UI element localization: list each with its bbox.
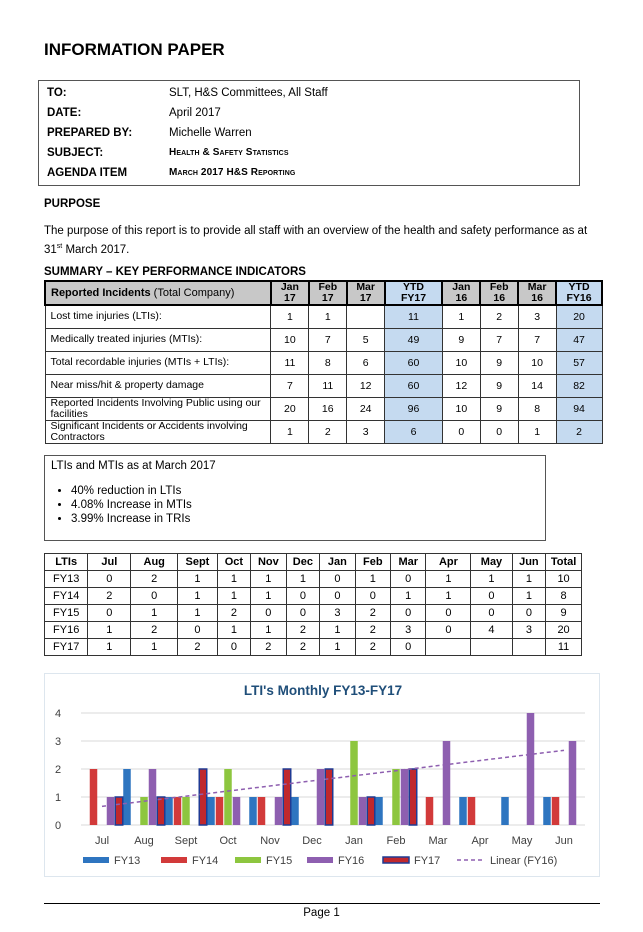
legend-label: Linear (FY16) xyxy=(490,855,558,867)
legend-label: FY15 xyxy=(266,855,293,867)
kpi-cell: 11 xyxy=(385,305,443,328)
header-value: Michelle Warren xyxy=(169,127,252,139)
ltis-cell: 0 xyxy=(251,605,287,622)
kpi-col-header: Mar 16 xyxy=(518,281,556,305)
chart-xtick-label: Apr xyxy=(471,835,489,847)
kpi-header-row xyxy=(45,281,602,305)
ltis-cell: 2 xyxy=(131,571,178,588)
chart-xtick-label: Sept xyxy=(174,835,198,847)
kpi-col-header: Jan 17 xyxy=(271,281,309,305)
legend-label: FY13 xyxy=(114,855,141,867)
chart-bar-fy13 xyxy=(501,797,509,825)
kpi-cell: 14 xyxy=(518,374,556,397)
chart-bar-fy17 xyxy=(115,797,123,825)
chart-bar-fy16 xyxy=(443,741,451,825)
chart-bar-fy16 xyxy=(359,797,367,825)
ltis-cell: 20 xyxy=(546,622,582,639)
chart-bar-fy13 xyxy=(543,797,551,825)
ltis-cell: 1 xyxy=(286,571,320,588)
chart-ytick-label: 1 xyxy=(55,792,62,804)
ltis-col-header: Feb xyxy=(355,554,390,571)
ltis-cell: 2 xyxy=(178,639,217,656)
kpi-row-label: Medically treated injuries (MTIs): xyxy=(45,328,271,351)
chart-bar-fy13 xyxy=(249,797,257,825)
chart-bar-fy13 xyxy=(375,797,383,825)
ltis-cell: 1 xyxy=(355,571,390,588)
kpi-table xyxy=(44,280,603,444)
ltis-col-header: Jun xyxy=(512,554,546,571)
chart-bar-fy14 xyxy=(468,797,476,825)
kpi-cell: 5 xyxy=(347,328,385,351)
header-value: April 2017 xyxy=(169,107,221,119)
kpi-cell: 1 xyxy=(271,420,309,443)
kpi-col-header: Feb 17 xyxy=(309,281,347,305)
ltis-cell: FY17 xyxy=(45,639,88,656)
chart-bar-fy15 xyxy=(224,769,232,825)
ltis-cell: FY15 xyxy=(45,605,88,622)
chart-bar-fy16 xyxy=(275,797,283,825)
ltis-col-header: Jan xyxy=(320,554,355,571)
kpi-cell: 7 xyxy=(309,328,347,351)
chart-ytick-label: 2 xyxy=(55,764,62,776)
page-title: INFORMATION PAPER xyxy=(44,40,225,59)
ltis-cell: 1 xyxy=(217,588,250,605)
legend-swatch-fy17 xyxy=(383,857,409,863)
ltis-row xyxy=(45,588,582,605)
kpi-cell: 8 xyxy=(309,351,347,374)
kpi-row-label: Total recordable injuries (MTIs + LTIs): xyxy=(45,351,271,374)
ltis-cell: 0 xyxy=(426,605,471,622)
ltis-cell: 1 xyxy=(217,622,250,639)
kpi-cell: 1 xyxy=(518,420,556,443)
ltis-col-header: Aug xyxy=(131,554,178,571)
ltis-cell: 0 xyxy=(320,588,355,605)
kpi-col-header: Mar 17 xyxy=(347,281,385,305)
kpi-cell: 49 xyxy=(385,328,443,351)
kpi-row-label: Significant Incidents or Accidents involving Contractors xyxy=(45,420,271,443)
ltis-cell: 1 xyxy=(131,605,178,622)
header-value: March 2017 H&S Reporting xyxy=(169,167,296,178)
kpi-cell: 0 xyxy=(442,420,480,443)
chart-bar-fy17 xyxy=(283,769,291,825)
kpi-row xyxy=(45,351,602,374)
ltis-cell: 2 xyxy=(217,605,250,622)
ltis-cell: 0 xyxy=(512,605,546,622)
kpi-cell: 11 xyxy=(271,351,309,374)
header-box xyxy=(38,80,580,186)
kpi-col-header: YTD FY17 xyxy=(385,281,443,305)
ltis-col-header: Mar xyxy=(391,554,426,571)
kpi-cell: 2 xyxy=(480,305,518,328)
kpi-row xyxy=(45,420,602,443)
kpi-header-label: Reported Incidents (Total Company) xyxy=(45,281,271,305)
ltis-cell: 1 xyxy=(217,571,250,588)
kpi-row-label: Lost time injuries (LTIs): xyxy=(45,305,271,328)
kpi-col-header: YTD FY16 xyxy=(556,281,602,305)
ltis-cell: 1 xyxy=(88,622,131,639)
notes-box xyxy=(44,455,546,541)
kpi-cell: 12 xyxy=(347,374,385,397)
header-row-to xyxy=(47,87,328,105)
ltis-cell: 2 xyxy=(286,639,320,656)
legend-swatch-fy16 xyxy=(307,857,333,863)
purpose-heading: PURPOSE xyxy=(44,198,101,210)
chart-xtick-label: Feb xyxy=(386,835,406,847)
header-value: SLT, H&S Committees, All Staff xyxy=(169,87,328,99)
ltis-col-header: Jul xyxy=(88,554,131,571)
ltis-cell: 1 xyxy=(320,639,355,656)
notes-list xyxy=(51,484,539,526)
chart-xtick-label: Nov xyxy=(260,835,280,847)
kpi-cell: 12 xyxy=(442,374,480,397)
kpi-row xyxy=(45,328,602,351)
kpi-cell: 1 xyxy=(442,305,480,328)
kpi-cell: 82 xyxy=(556,374,602,397)
ltis-row xyxy=(45,605,582,622)
ltis-cell xyxy=(471,639,512,656)
ltis-col-header: LTIs xyxy=(45,554,88,571)
legend-swatch-fy13 xyxy=(83,857,109,863)
ltis-cell: 0 xyxy=(286,588,320,605)
notes-heading: LTIs and MTIs as at March 2017 xyxy=(51,460,216,472)
kpi-row-label: Near miss/hit & property damage xyxy=(45,374,271,397)
legend-swatch-fy14 xyxy=(161,857,187,863)
page-number: Page 1 xyxy=(303,907,340,919)
legend-label: FY16 xyxy=(338,855,365,867)
ltis-cell xyxy=(512,639,546,656)
ltis-cell: 1 xyxy=(178,588,217,605)
kpi-col-header: Jan 16 xyxy=(442,281,480,305)
kpi-cell: 9 xyxy=(480,397,518,420)
header-value: Health & Safety Statistics xyxy=(169,147,289,158)
kpi-cell: 10 xyxy=(271,328,309,351)
kpi-cell: 11 xyxy=(309,374,347,397)
kpi-cell: 6 xyxy=(347,351,385,374)
chart-bar-fy16 xyxy=(107,797,115,825)
kpi-cell: 3 xyxy=(347,420,385,443)
ltis-col-header: Apr xyxy=(426,554,471,571)
chart-xtick-label: Jun xyxy=(555,835,573,847)
chart-bar-fy16 xyxy=(317,769,325,825)
kpi-cell: 16 xyxy=(309,397,347,420)
ltis-row xyxy=(45,571,582,588)
kpi-cell: 9 xyxy=(480,351,518,374)
ltis-cell: 0 xyxy=(355,588,390,605)
kpi-row-label: Reported Incidents Involving Public using our facilities xyxy=(45,397,271,420)
ltis-cell: 3 xyxy=(512,622,546,639)
kpi-cell: 10 xyxy=(442,351,480,374)
ltis-cell xyxy=(426,639,471,656)
ltis-cell: 2 xyxy=(355,622,390,639)
kpi-cell: 7 xyxy=(271,374,309,397)
kpi-cell: 96 xyxy=(385,397,443,420)
ltis-cell: FY16 xyxy=(45,622,88,639)
chart-bar-fy14 xyxy=(258,797,266,825)
chart-bar-fy16 xyxy=(401,769,409,825)
kpi-cell: 9 xyxy=(480,374,518,397)
header-row-agenda xyxy=(47,167,295,185)
ltis-cell: 1 xyxy=(471,571,512,588)
chart-bar-fy16 xyxy=(527,713,535,825)
legend-label: FY17 xyxy=(414,855,441,867)
chart-bar-fy17 xyxy=(157,797,165,825)
kpi-cell: 57 xyxy=(556,351,602,374)
chart-xtick-label: May xyxy=(511,835,533,847)
ltis-cell: 0 xyxy=(88,605,131,622)
chart-bar-fy13 xyxy=(165,797,173,825)
ltis-cell: 9 xyxy=(546,605,582,622)
chart-bar-fy15 xyxy=(350,741,358,825)
ltis-cell: 0 xyxy=(217,639,250,656)
ltis-cell: 2 xyxy=(286,622,320,639)
ltis-cell: 8 xyxy=(546,588,582,605)
chart-bar-fy16 xyxy=(569,741,577,825)
chart-bar-fy14 xyxy=(426,797,434,825)
purpose-text: The purpose of this report is to provide all staff with an overview of the health and safety performance as at 31 xyxy=(44,225,588,256)
header-row-subject xyxy=(47,147,289,165)
kpi-cell: 60 xyxy=(385,351,443,374)
kpi-col-header: Feb 16 xyxy=(480,281,518,305)
header-key: TO: xyxy=(47,87,67,99)
kpi-cell: 47 xyxy=(556,328,602,351)
chart-ytick-label: 0 xyxy=(55,820,62,832)
chart-bar-fy15 xyxy=(182,797,190,825)
ltis-col-header: Sept xyxy=(178,554,217,571)
kpi-cell: 2 xyxy=(309,420,347,443)
header-row-prepared-by xyxy=(47,127,252,145)
ltis-cell: 2 xyxy=(251,639,287,656)
purpose-paragraph xyxy=(44,224,592,258)
ltis-row xyxy=(45,639,582,656)
ltis-cell: 1 xyxy=(131,639,178,656)
chart-bar-fy17 xyxy=(325,769,333,825)
ltis-cell: 1 xyxy=(178,571,217,588)
chart-bar-fy14 xyxy=(216,797,224,825)
kpi-cell: 1 xyxy=(271,305,309,328)
kpi-row xyxy=(45,397,602,420)
kpi-cell: 8 xyxy=(518,397,556,420)
chart-xtick-label: Oct xyxy=(219,835,237,847)
kpi-cell: 1 xyxy=(309,305,347,328)
header-row-date xyxy=(47,107,221,125)
kpi-cell: 20 xyxy=(271,397,309,420)
ltis-row xyxy=(45,622,582,639)
ltis-cell: 0 xyxy=(286,605,320,622)
kpi-cell: 7 xyxy=(518,328,556,351)
header-key: PREPARED BY: xyxy=(47,127,133,139)
ltis-cell: 1 xyxy=(88,639,131,656)
chart-xtick-label: Jan xyxy=(345,835,363,847)
ltis-cell: 0 xyxy=(320,571,355,588)
ltis-cell: 0 xyxy=(426,622,471,639)
chart-bar-fy13 xyxy=(459,797,467,825)
ltis-cell: 1 xyxy=(512,571,546,588)
ltis-cell: 0 xyxy=(391,605,426,622)
ltis-cell: 10 xyxy=(546,571,582,588)
kpi-cell: 24 xyxy=(347,397,385,420)
ltis-cell: 0 xyxy=(88,571,131,588)
notes-bullet: • 4.08% Increase in MTIs xyxy=(71,498,539,512)
kpi-cell: 7 xyxy=(480,328,518,351)
legend-label: FY14 xyxy=(192,855,219,867)
ltis-cell: 3 xyxy=(391,622,426,639)
notes-bullet: • 3.99% Increase in TRIs xyxy=(71,512,539,526)
ltis-cell: 4 xyxy=(471,622,512,639)
ltis-cell: 2 xyxy=(355,639,390,656)
chart-bar-fy13 xyxy=(207,797,215,825)
ltis-cell: 2 xyxy=(355,605,390,622)
chart-xtick-label: Mar xyxy=(428,835,448,847)
ltis-col-header: Total xyxy=(546,554,582,571)
kpi-cell: 60 xyxy=(385,374,443,397)
kpi-row xyxy=(45,374,602,397)
ltis-table xyxy=(44,553,582,656)
chart-bar-fy16 xyxy=(149,769,157,825)
ltis-header-row xyxy=(45,554,582,571)
ltis-col-header: May xyxy=(471,554,512,571)
chart-xtick-label: Jul xyxy=(94,835,110,847)
ltis-col-header: Nov xyxy=(251,554,287,571)
ltis-cell: 1 xyxy=(251,588,287,605)
ltis-cell: 1 xyxy=(512,588,546,605)
summary-heading: SUMMARY – KEY PERFORMANCE INDICATORS xyxy=(44,266,306,278)
ltis-cell: 1 xyxy=(391,588,426,605)
ltis-cell: 1 xyxy=(426,571,471,588)
ltis-cell: 2 xyxy=(88,588,131,605)
ltis-cell: FY13 xyxy=(45,571,88,588)
chart-bar-fy13 xyxy=(291,797,299,825)
ltis-cell: 11 xyxy=(546,639,582,656)
ltis-cell: 3 xyxy=(320,605,355,622)
kpi-cell: 6 xyxy=(385,420,443,443)
ltis-col-header: Oct xyxy=(217,554,250,571)
kpi-row xyxy=(45,305,602,328)
kpi-cell: 0 xyxy=(480,420,518,443)
ltis-col-header: Dec xyxy=(286,554,320,571)
ltis-cell: 0 xyxy=(471,605,512,622)
chart-xtick-label: Dec xyxy=(302,835,322,847)
chart-bar-fy14 xyxy=(174,797,182,825)
ltis-cell: 1 xyxy=(320,622,355,639)
chart-ytick-label: 3 xyxy=(55,736,62,748)
ltis-cell: 1 xyxy=(251,622,287,639)
kpi-cell: 10 xyxy=(442,397,480,420)
ltis-cell: 0 xyxy=(131,588,178,605)
kpi-cell: 10 xyxy=(518,351,556,374)
purpose-superscript: st xyxy=(56,243,63,250)
chart-bar-fy14 xyxy=(90,769,98,825)
header-key: AGENDA ITEM xyxy=(47,167,128,179)
kpi-cell xyxy=(347,305,385,328)
legend-swatch-fy15 xyxy=(235,857,261,863)
chart-bar-fy17 xyxy=(199,769,207,825)
chart-bar-fy17 xyxy=(409,769,417,825)
chart-bar-fy15 xyxy=(392,769,400,825)
chart-bar-fy14 xyxy=(552,797,560,825)
ltis-cell: 1 xyxy=(178,605,217,622)
lti-chart-svg xyxy=(45,674,601,878)
chart-xtick-label: Aug xyxy=(134,835,154,847)
kpi-cell: 94 xyxy=(556,397,602,420)
footer-divider xyxy=(44,903,600,904)
ltis-cell: 1 xyxy=(426,588,471,605)
chart-bar-fy17 xyxy=(367,797,375,825)
ltis-cell: 1 xyxy=(251,571,287,588)
ltis-cell: 2 xyxy=(131,622,178,639)
chart-title: LTI's Monthly FY13-FY17 xyxy=(243,683,403,698)
ltis-cell: FY14 xyxy=(45,588,88,605)
header-key: DATE: xyxy=(47,107,82,119)
lti-chart xyxy=(44,673,600,877)
kpi-cell: 3 xyxy=(518,305,556,328)
chart-ytick-label: 4 xyxy=(55,708,62,720)
ltis-cell: 0 xyxy=(391,571,426,588)
purpose-text-end: March 2017. xyxy=(62,243,130,256)
kpi-cell: 9 xyxy=(442,328,480,351)
kpi-cell: 20 xyxy=(556,305,602,328)
notes-bullet: • 40% reduction in LTIs xyxy=(71,484,539,498)
kpi-cell: 2 xyxy=(556,420,602,443)
ltis-cell: 0 xyxy=(391,639,426,656)
ltis-cell: 0 xyxy=(178,622,217,639)
chart-bar-fy13 xyxy=(123,769,131,825)
header-key: SUBJECT: xyxy=(47,147,104,159)
ltis-cell: 0 xyxy=(471,588,512,605)
chart-bar-fy16 xyxy=(233,797,241,825)
